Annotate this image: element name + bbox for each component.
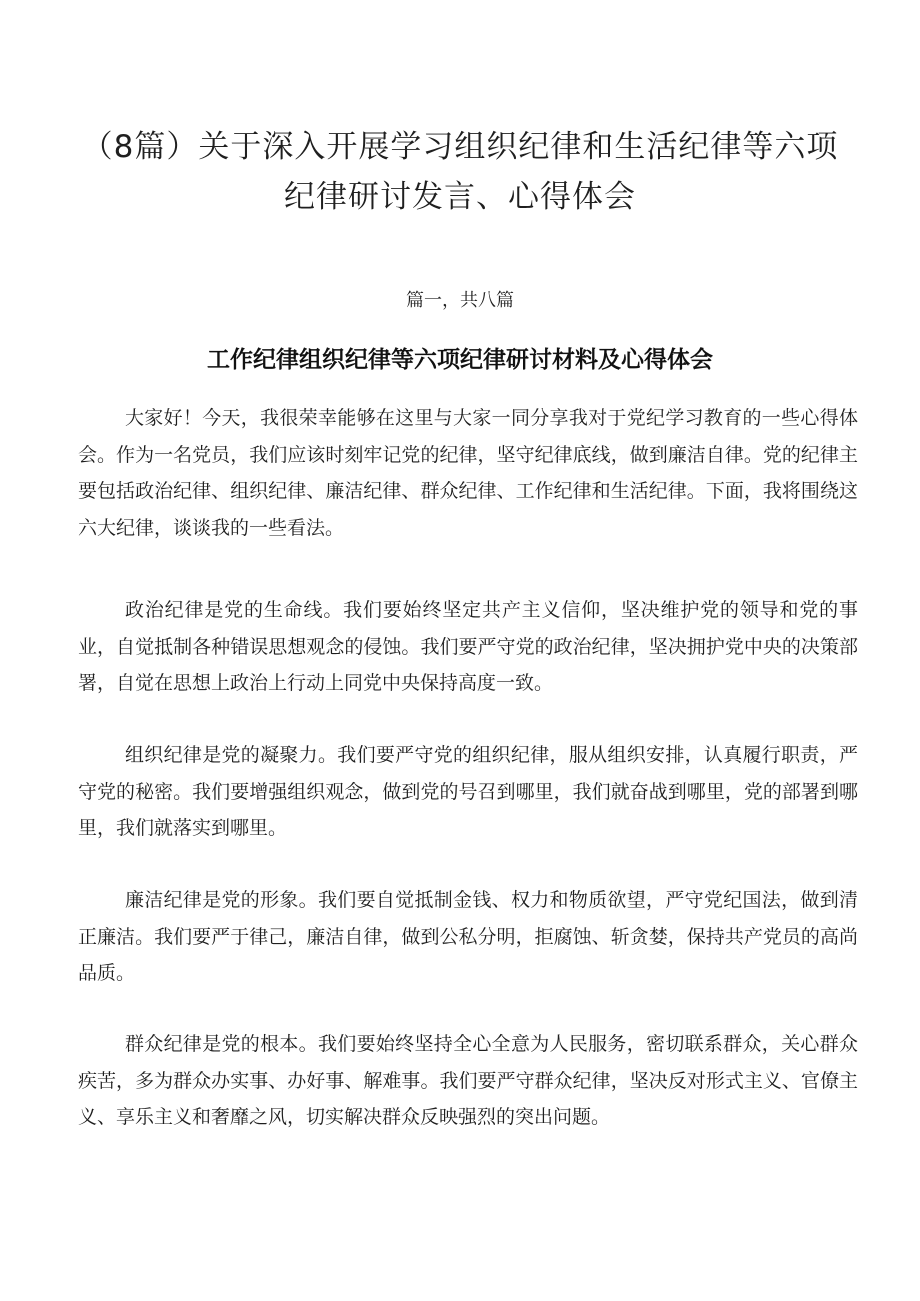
section-subtitle: 工作纪律组织纪律等六项纪律研讨材料及心得体会 — [207, 347, 713, 373]
paragraph-political-discipline: 政治纪律是党的生命线。我们要始终坚定共产主义信仰，坚决维护党的领导和党的事业，自觉抵制各种错误思想观念的侵蚀。我们要严守党的政治纪律，坚决拥护党中央的决策部署，自觉在思想上政治上行动上同党中央保持高度一致。 — [78, 599, 858, 694]
paragraph-intro: 大家好！今天，我很荣幸能够在这里与大家一同分享我对于党纪学习教育的一些心得体会。作为一名党员，我们应该时刻牢记党的纪律，坚守纪律底线，做到廉洁自律。党的纪律主要包括政治纪律、组织纪律、廉洁纪律、群众纪律、工作纪律和生活纪律。下面，我将围绕这六大纪律，谈谈我的一些看法。 — [78, 407, 858, 539]
paragraph-organizational-discipline: 组织纪律是党的凝聚力。我们要严守党的组织纪律，服从组织安排，认真履行职责，严守党的秘密。我们要增强组织观念，做到党的号召到哪里，我们就奋战到哪里，党的部署到哪里，我们就落实到哪里。 — [78, 744, 858, 839]
section-label: 篇一，共八篇 — [406, 290, 514, 311]
paragraph-integrity-discipline: 廉洁纪律是党的形象。我们要自觉抵制金钱、权力和物质欲望，严守党纪国法，做到清正廉洁。我们要严于律己，廉洁自律，做到公私分明，拒腐蚀、斩贪婪，保持共产党员的高尚品质。 — [78, 889, 858, 984]
paragraph-mass-discipline: 群众纪律是党的根本。我们要始终坚持全心全意为人民服务，密切联系群众，关心群众疾苦，多为群众办实事、办好事、解难事。我们要严守群众纪律，坚决反对形式主义、官僚主义、享乐主义和奢靡之风，切实解决群众反映强烈的突出问题。 — [78, 1033, 858, 1128]
document-title: （8篇）关于深入开展学习组织纪律和生活纪律等六项纪律研讨发言、心得体会 — [81, 129, 839, 215]
